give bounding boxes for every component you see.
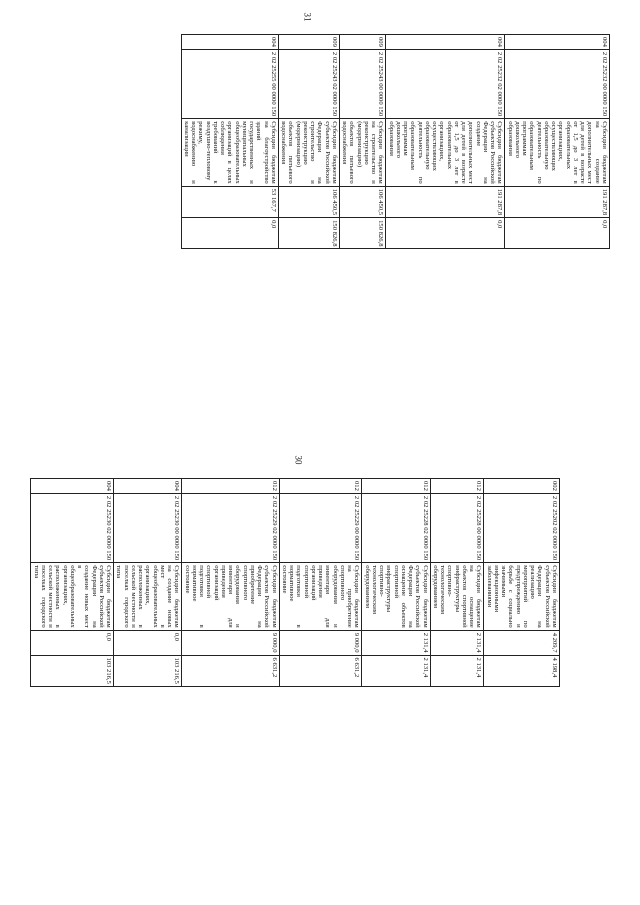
row-description: Субсидии бюджетам субъектов Российской Федерации на приобретение спортивного оборудования и инвентаря для приведения организаций спортивной подготовки в нормативное состояние — [182, 563, 279, 631]
row-description: Субсидии бюджетам на создание дополнительных мест для детей в возрасте от 1,5 до 3 лет в образовательных организациях, осуществляющих образовательную деятельность по образовательным программам дошкольного образования — [505, 119, 610, 187]
row-kbk-code: 2 02 25228 02 0000 150 — [362, 493, 430, 562]
row-amount-2: 6 631,2 — [279, 655, 362, 686]
row-code: 004 — [181, 35, 278, 50]
table-row — [182, 479, 279, 687]
row-code: 012 — [182, 479, 279, 494]
row-kbk-code: 2 02 25255 00 0000 150 — [181, 49, 278, 118]
row-kbk-code: 2 02 25230 00 0000 150 — [114, 493, 182, 562]
table-row — [505, 35, 610, 249]
row-description: Субсидии бюджетам на благоустройство зданий государственных и муниципальных общеобразовательных организаций в целях соблюдения требований к воздушно-тепловому режиму, водоснабжению и канализации — [181, 119, 278, 187]
row-amount-2: 2 131,4 — [362, 655, 430, 686]
row-amount-2: 103 216,5 — [114, 655, 182, 686]
row-description: Субсидии бюджетам субъектов Российской Федерации на создание дополнительных мест для детей в возрасте от 1,5 до 3 лет в образовательных организациях, осуществляющих образовательную деятельность по образовательным программам дошкольного образования — [386, 119, 505, 187]
row-amount-2: 103 216,5 — [31, 655, 114, 686]
row-amount-1: 106 450,5 — [340, 186, 387, 217]
row-code: 012 — [279, 479, 362, 494]
row-amount-2: 2 131,4 — [430, 655, 484, 686]
row-description: Субсидии бюджетам на строительство и реконструкцию (модернизацию) объектов питьевого водоснабжения — [340, 119, 387, 187]
row-kbk-code: 2 02 25229 00 0000 150 — [279, 493, 362, 562]
row-description: Субсидии бюджетам на оснащение объектов спортивной инфраструктуры спортивно-технологическим оборудованием — [430, 563, 484, 631]
upper-budget-table — [181, 34, 610, 249]
row-amount-1: 0,0 — [114, 630, 182, 655]
row-amount-1: 191 287,8 — [386, 186, 505, 217]
row-amount-2: 4 198,4 — [484, 655, 560, 686]
table-row — [114, 479, 182, 687]
row-kbk-code: 2 02 25229 02 0000 150 — [182, 493, 279, 562]
row-description: Субсидии бюджетам субъектов Российской Федерации на реализацию мероприятий по предупреждению и борьбе с социально значимыми инфекционными заболеваниями — [484, 563, 560, 631]
row-amount-1: 9 000,0 — [182, 630, 279, 655]
table-row — [181, 35, 278, 249]
row-kbk-code: 2 02 25202 02 0000 150 — [484, 493, 560, 562]
row-amount-2: 0,0 — [386, 218, 505, 249]
row-kbk-code: 2 02 25243 00 0000 150 — [340, 49, 387, 118]
table-row — [279, 35, 340, 249]
table-row — [31, 479, 114, 687]
row-amount-2: 0,0 — [181, 218, 278, 249]
row-amount-2: 0,0 — [505, 218, 610, 249]
table-row — [279, 479, 362, 687]
row-amount-2: 150 826,8 — [340, 218, 387, 249]
row-code: 004 — [114, 479, 182, 494]
row-code: 009 — [279, 35, 340, 50]
row-code: 004 — [31, 479, 114, 494]
row-amount-1: 191 287,8 — [505, 186, 610, 217]
row-amount-1: 2 131,4 — [430, 630, 484, 655]
row-code: 002 — [484, 479, 560, 494]
row-amount-2: 150 826,8 — [279, 218, 340, 249]
row-amount-1: 9 000,0 — [279, 630, 362, 655]
row-code: 004 — [505, 35, 610, 50]
row-kbk-code: 2 02 25232 00 0000 150 — [505, 49, 610, 118]
row-kbk-code: 2 02 25228 00 0000 150 — [430, 493, 484, 562]
row-code: 004 — [386, 35, 505, 50]
row-amount-1: 2 131,4 — [362, 630, 430, 655]
table-row — [484, 479, 560, 687]
table-row — [386, 35, 505, 249]
row-description: Субсидии бюджетам на создание новых мест в общеобразовательных организациях, расположенных в сельской местности и поселках городского типа — [114, 563, 182, 631]
row-description: Субсидии бюджетам субъектов Российской Федерации на оснащение объектов спортивной инфраструктуры спортивно-технологическим оборудованием — [362, 563, 430, 631]
row-kbk-code: 2 02 25232 02 0000 150 — [386, 49, 505, 118]
page-number-upper: 31 — [302, 12, 313, 22]
row-code: 009 — [340, 35, 387, 50]
row-amount-2: 6 631,2 — [182, 655, 279, 686]
lower-budget-table — [31, 478, 561, 687]
row-description: Субсидии бюджетам субъектов Российской Федерации на строительство и реконструкцию (модернизацию) объектов питьевого водоснабжения — [279, 119, 340, 187]
row-description: Субсидии бюджетам субъектов Российской Федерации на создание новых мест в общеобразовательных организациях, расположенных в сельской местности и поселках городского типа — [31, 563, 114, 631]
row-amount-1: 4 209,7 — [484, 630, 560, 655]
row-kbk-code: 2 02 25230 02 0000 150 — [31, 493, 114, 562]
row-kbk-code: 2 02 25243 02 0000 150 — [279, 49, 340, 118]
row-amount-1: 106 450,5 — [279, 186, 340, 217]
table-row — [340, 35, 387, 249]
row-description: Субсидии бюджетам на приобретение спортивного оборудования и инвентаря для приведения организаций спортивной подготовки в нормативное состояние — [279, 563, 362, 631]
table-row — [362, 479, 430, 687]
row-code: 012 — [362, 479, 430, 494]
page-number-lower: 30 — [293, 455, 304, 465]
table-row — [430, 479, 484, 687]
row-amount-1: 53 167,7 — [181, 186, 278, 217]
row-amount-1: 0,0 — [31, 630, 114, 655]
row-code: 012 — [430, 479, 484, 494]
